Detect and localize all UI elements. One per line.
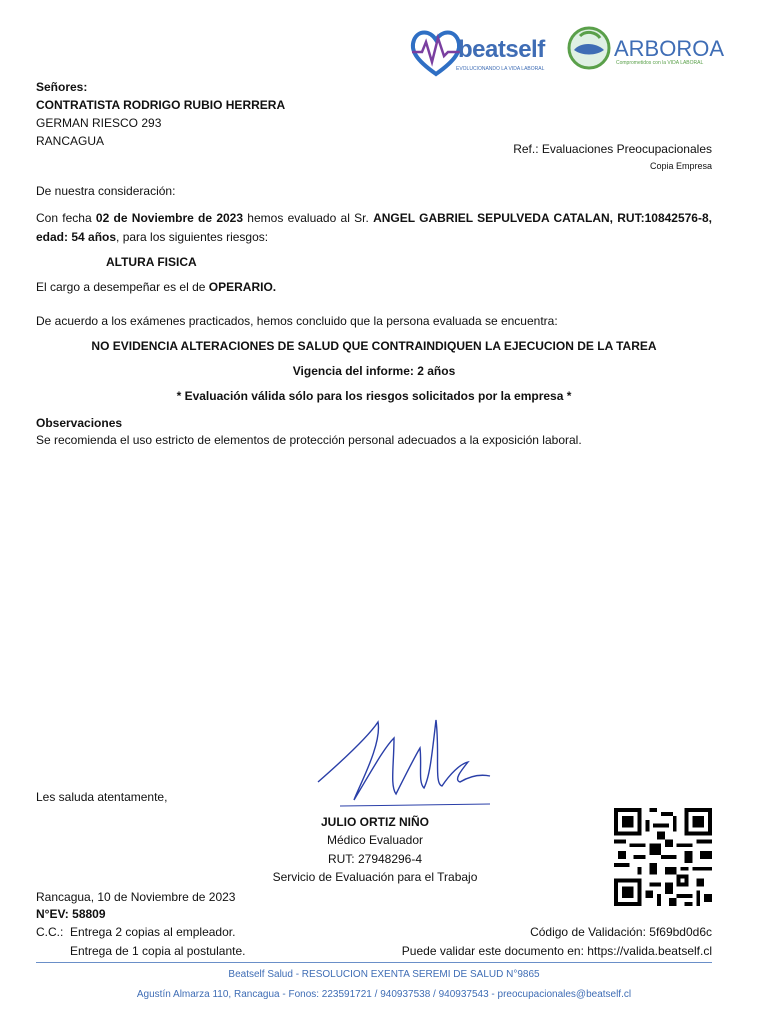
handshake-leaf-icon: [566, 24, 612, 72]
intro-text-2: hemos evaluado al Sr.: [247, 211, 369, 225]
ev-number: N°EV: 58809: [36, 907, 106, 921]
observations-title: Observaciones: [36, 416, 123, 430]
beatself-tagline: EVOLUCIONANDO LA VIDA LABORAL: [456, 66, 545, 72]
place-date: Rancagua, 10 de Noviembre de 2023: [36, 890, 236, 904]
patient-rut-age: RUT:10842576-8, edad: 54 años: [36, 211, 712, 244]
copy-label: Copia Empresa: [649, 161, 712, 171]
beatself-wordmark: beatself: [458, 36, 545, 63]
validation-url: Puede validar este documento en: https://valida.beatself.cl: [401, 944, 712, 958]
footer-line-1: Beatself Salud - RESOLUCION EXENTA SEREMI DE SALUD N°9865: [228, 969, 540, 980]
intro-paragraph: [36, 209, 712, 247]
recipient-city: RANCAGUA: [36, 134, 105, 148]
signer-name: JULIO ORTIZ NIÑO: [321, 815, 429, 829]
salutation: De nuestra consideración:: [36, 184, 176, 198]
position-text: El cargo a desempeñar es el de: [36, 280, 206, 294]
arboroa-logo: [566, 24, 725, 80]
conclusion-intro: De acuerdo a los exámenes practicados, hemos concluido que la persona evaluada se encuentra:: [36, 314, 558, 328]
beatself-logo: [408, 22, 558, 82]
signature-image: [310, 714, 500, 814]
report-validity: Vigencia del informe: 2 años: [292, 364, 456, 378]
intro-text-3: , para los siguientes riesgos:: [116, 230, 269, 244]
recipient-company: CONTRATISTA RODRIGO RUBIO HERRERA: [36, 98, 286, 112]
validity-note: * Evaluación válida sólo para los riesgos solicitados por la empresa *: [176, 389, 572, 403]
signer-role: Médico Evaluador: [326, 833, 424, 847]
arboroa-wordmark: ARBOROA: [614, 36, 725, 61]
reference-line: Ref.: Evaluaciones Preocupacionales: [513, 142, 712, 156]
risk-item: ALTURA FISICA: [106, 255, 197, 269]
cc-line-2: Entrega de 1 copia al postulante.: [70, 944, 246, 958]
recipient-address: GERMAN RIESCO 293: [36, 116, 162, 130]
farewell: Les saluda atentamente,: [36, 790, 168, 804]
patient-name: ANGEL GABRIEL SEPULVEDA CATALAN,: [373, 211, 613, 225]
footer-divider: [36, 962, 712, 963]
qr-code: [614, 808, 712, 906]
arboroa-tagline: Comprometidos con la VIDA LABORAL: [616, 60, 704, 66]
cc-line-1: Entrega 2 copias al empleador.: [70, 925, 236, 939]
evaluation-result: NO EVIDENCIA ALTERACIONES DE SALUD QUE CONTRAINDIQUEN LA EJECUCION DE LA TAREA: [91, 339, 657, 353]
observations-text: Se recomienda el uso estricto de elementos de protección personal adecuados a la exposición laboral.: [36, 433, 582, 447]
intro-text-1: Con fecha: [36, 211, 92, 225]
service-name: Servicio de Evaluación para el Trabajo: [272, 870, 478, 884]
position-value: OPERARIO.: [208, 280, 277, 294]
position-line: [36, 280, 276, 294]
validation-code: Código de Validación: 5f69bd0d6c: [530, 925, 712, 939]
signer-rut: RUT: 27948296-4: [327, 852, 423, 866]
greeting: Señores:: [36, 80, 88, 94]
cc-label: C.C.:: [36, 925, 64, 939]
footer-line-2: Agustín Almarza 110, Rancagua - Fonos: 223591721 / 940937538 / 940937543 - preocupacionales@beatself.cl: [136, 989, 632, 1000]
evaluation-date: 02 de Noviembre de 2023: [95, 211, 244, 225]
